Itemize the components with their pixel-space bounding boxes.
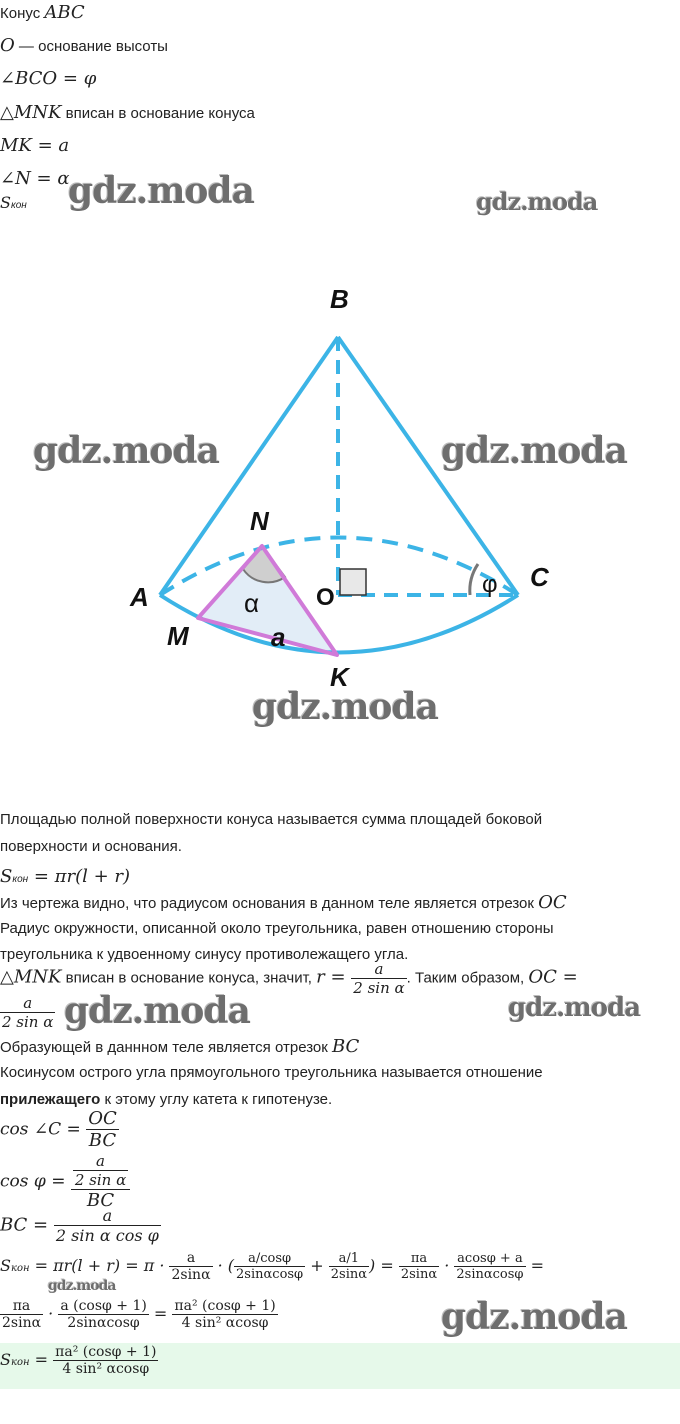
fraction: $\frac{a}{\text{2 sin α}}$ [353, 960, 405, 997]
fraction: $\frac{a}{\text{2 sin α}}$ [2, 994, 54, 1031]
para-cosine-line-1: Косинусом острого угла прямоугольного треугольника называется отношение [0, 1064, 543, 1081]
fraction: $\frac{\pi a}{2\sin\alpha}$ [400, 1251, 438, 1282]
fraction: $\frac{a (\cos\varphi + 1)}{2\sin\alpha\cos\varphi}$ [60, 1298, 147, 1331]
formula-area [0, 866, 130, 887]
bold-term: прилежащего [0, 1091, 101, 1108]
para-math: BC [332, 1036, 360, 1057]
formula-part: = [29, 1350, 54, 1369]
given-text: Конус [0, 5, 45, 22]
given-text: вписан в основание конуса [61, 105, 255, 122]
formula-part: ) = [369, 1256, 399, 1275]
fraction: $\frac{\frac{a}{\text{2 sin α}}}{BC}$ [71, 1152, 130, 1211]
formula-part: · ( [212, 1256, 235, 1275]
para-circumradius-line-1: Радиус окружности, описанной около треугольника, равен отношению стороны [0, 920, 554, 937]
formula-rhs: = πr(l + r) [28, 866, 131, 887]
s-symbol: S [0, 1350, 11, 1369]
formula-part: + [305, 1256, 329, 1275]
given-line-2 [0, 35, 168, 56]
given-line-7 [0, 193, 27, 212]
para-text: вписан в основание конуса, значит, [61, 969, 317, 987]
label-phi: φ [482, 571, 498, 598]
para-math: △MNK [0, 966, 62, 988]
given-text: — основание высоты [14, 38, 168, 55]
label-o: O [316, 584, 335, 611]
fraction: $\frac{a}{2\sin\alpha}$ [171, 1250, 211, 1283]
cone-diagram [0, 240, 680, 760]
watermark: gdz.moda [33, 430, 219, 472]
formula-cos-c [0, 1108, 119, 1151]
watermark: gdz.moda [441, 1296, 627, 1338]
label-n: N [250, 506, 269, 536]
watermark: gdz.moda [64, 990, 250, 1032]
formula-cos-phi [0, 1152, 130, 1211]
formula-final-line-2 [0, 1298, 278, 1331]
para-radius [0, 892, 567, 913]
inner-fraction: $\frac{a}{\text{2 sin α}}$ [74, 1152, 127, 1189]
label-k: K [330, 662, 349, 692]
formula-part: · [43, 1304, 59, 1323]
formula-part: = πr(l + r) = π · [29, 1256, 170, 1275]
formula-part: · [439, 1256, 455, 1275]
s-symbol: S [0, 193, 11, 212]
watermark: gdz.moda [508, 993, 641, 1023]
given-line-5: MK = a [0, 135, 70, 156]
para-math: OC = [528, 966, 578, 988]
formula-lhs: cos ∠C = [0, 1119, 87, 1140]
given-line-6: ∠N = α [0, 168, 70, 189]
formula-answer [0, 1344, 158, 1377]
label-b: B [330, 284, 349, 314]
right-angle-mark [340, 569, 366, 595]
para-text: . Таким образом, [406, 969, 529, 987]
para-math: r = [316, 966, 352, 988]
para-generatrix [0, 1036, 359, 1057]
fraction: $\frac{\pi a}{2\sin\alpha}$ [2, 1298, 42, 1331]
watermark: gdz.moda [68, 170, 254, 212]
fraction: $\frac{acos\varphi + a}{2\sin\alpha\cos\varphi}$ [456, 1251, 524, 1282]
formula-lhs: BC = [0, 1214, 54, 1236]
formula-lhs: cos φ = [0, 1171, 71, 1192]
label-c: C [530, 562, 549, 592]
formula-part: = [525, 1256, 545, 1275]
para-text: к этому углу катета к гипотенузе. [100, 1091, 333, 1108]
label-a-vertex: A [130, 582, 149, 612]
para-text: Из чертежа видно, что радиусом основания в данном теле является отрезок [0, 895, 539, 912]
s-subscript: кон [10, 200, 27, 211]
label-m: M [167, 621, 189, 651]
label-alpha: α [244, 588, 260, 618]
given-line-4 [0, 102, 255, 123]
fraction: $\frac{a/\cos\varphi}{2\sin\alpha\cos\varphi}$ [236, 1251, 304, 1282]
s-subscript: кон [12, 874, 29, 885]
oc-fraction-line [0, 994, 55, 1031]
s-subscript: кон [10, 1263, 30, 1274]
given-math: ABC [44, 2, 85, 23]
fraction: $\frac{a/1}{2\sin\alpha}$ [330, 1251, 368, 1282]
fraction: $\frac{a}{\text{2 sin α cos φ}}$ [55, 1206, 159, 1245]
given-line-3: ∠BCO = φ [0, 68, 97, 89]
para-definition-line-1: Площадью полной поверхности конуса называется сумма площадей боковой [0, 811, 543, 828]
given-line-1 [0, 2, 85, 23]
watermark: gdz.moda [48, 1278, 116, 1294]
label-side-a: a [271, 622, 286, 652]
watermark: gdz.moda [476, 187, 598, 216]
s-symbol: S [0, 1256, 11, 1275]
fraction: $\frac{\text{πa² (cosφ + 1)}}{\text{4 sin² αcosφ}}$ [55, 1344, 157, 1377]
formula-part: = [148, 1304, 173, 1323]
watermark: gdz.moda [252, 686, 438, 728]
formula-bc [0, 1206, 161, 1245]
given-math: △MNK [0, 102, 62, 123]
s-subscript: кон [10, 1357, 30, 1368]
watermark: gdz.moda [441, 430, 627, 472]
para-text: Образующей в даннном теле является отрезок [0, 1039, 332, 1056]
para-cosine-line-2 [0, 1091, 332, 1108]
fraction: $\frac{\text{πa² (cosφ + 1)}}{\text{4 sin² αcosφ}}$ [174, 1298, 276, 1331]
para-definition-line-2: поверхности и основания. [0, 838, 182, 855]
para-circumradius-line-2: треугольника к удвоенному синусу противолежащего угла. [0, 946, 409, 963]
given-math: O [0, 35, 15, 56]
fraction: $\frac{OC}{BC}$ [88, 1108, 117, 1151]
s-symbol: S [0, 866, 13, 887]
para-math: OC [538, 892, 567, 913]
